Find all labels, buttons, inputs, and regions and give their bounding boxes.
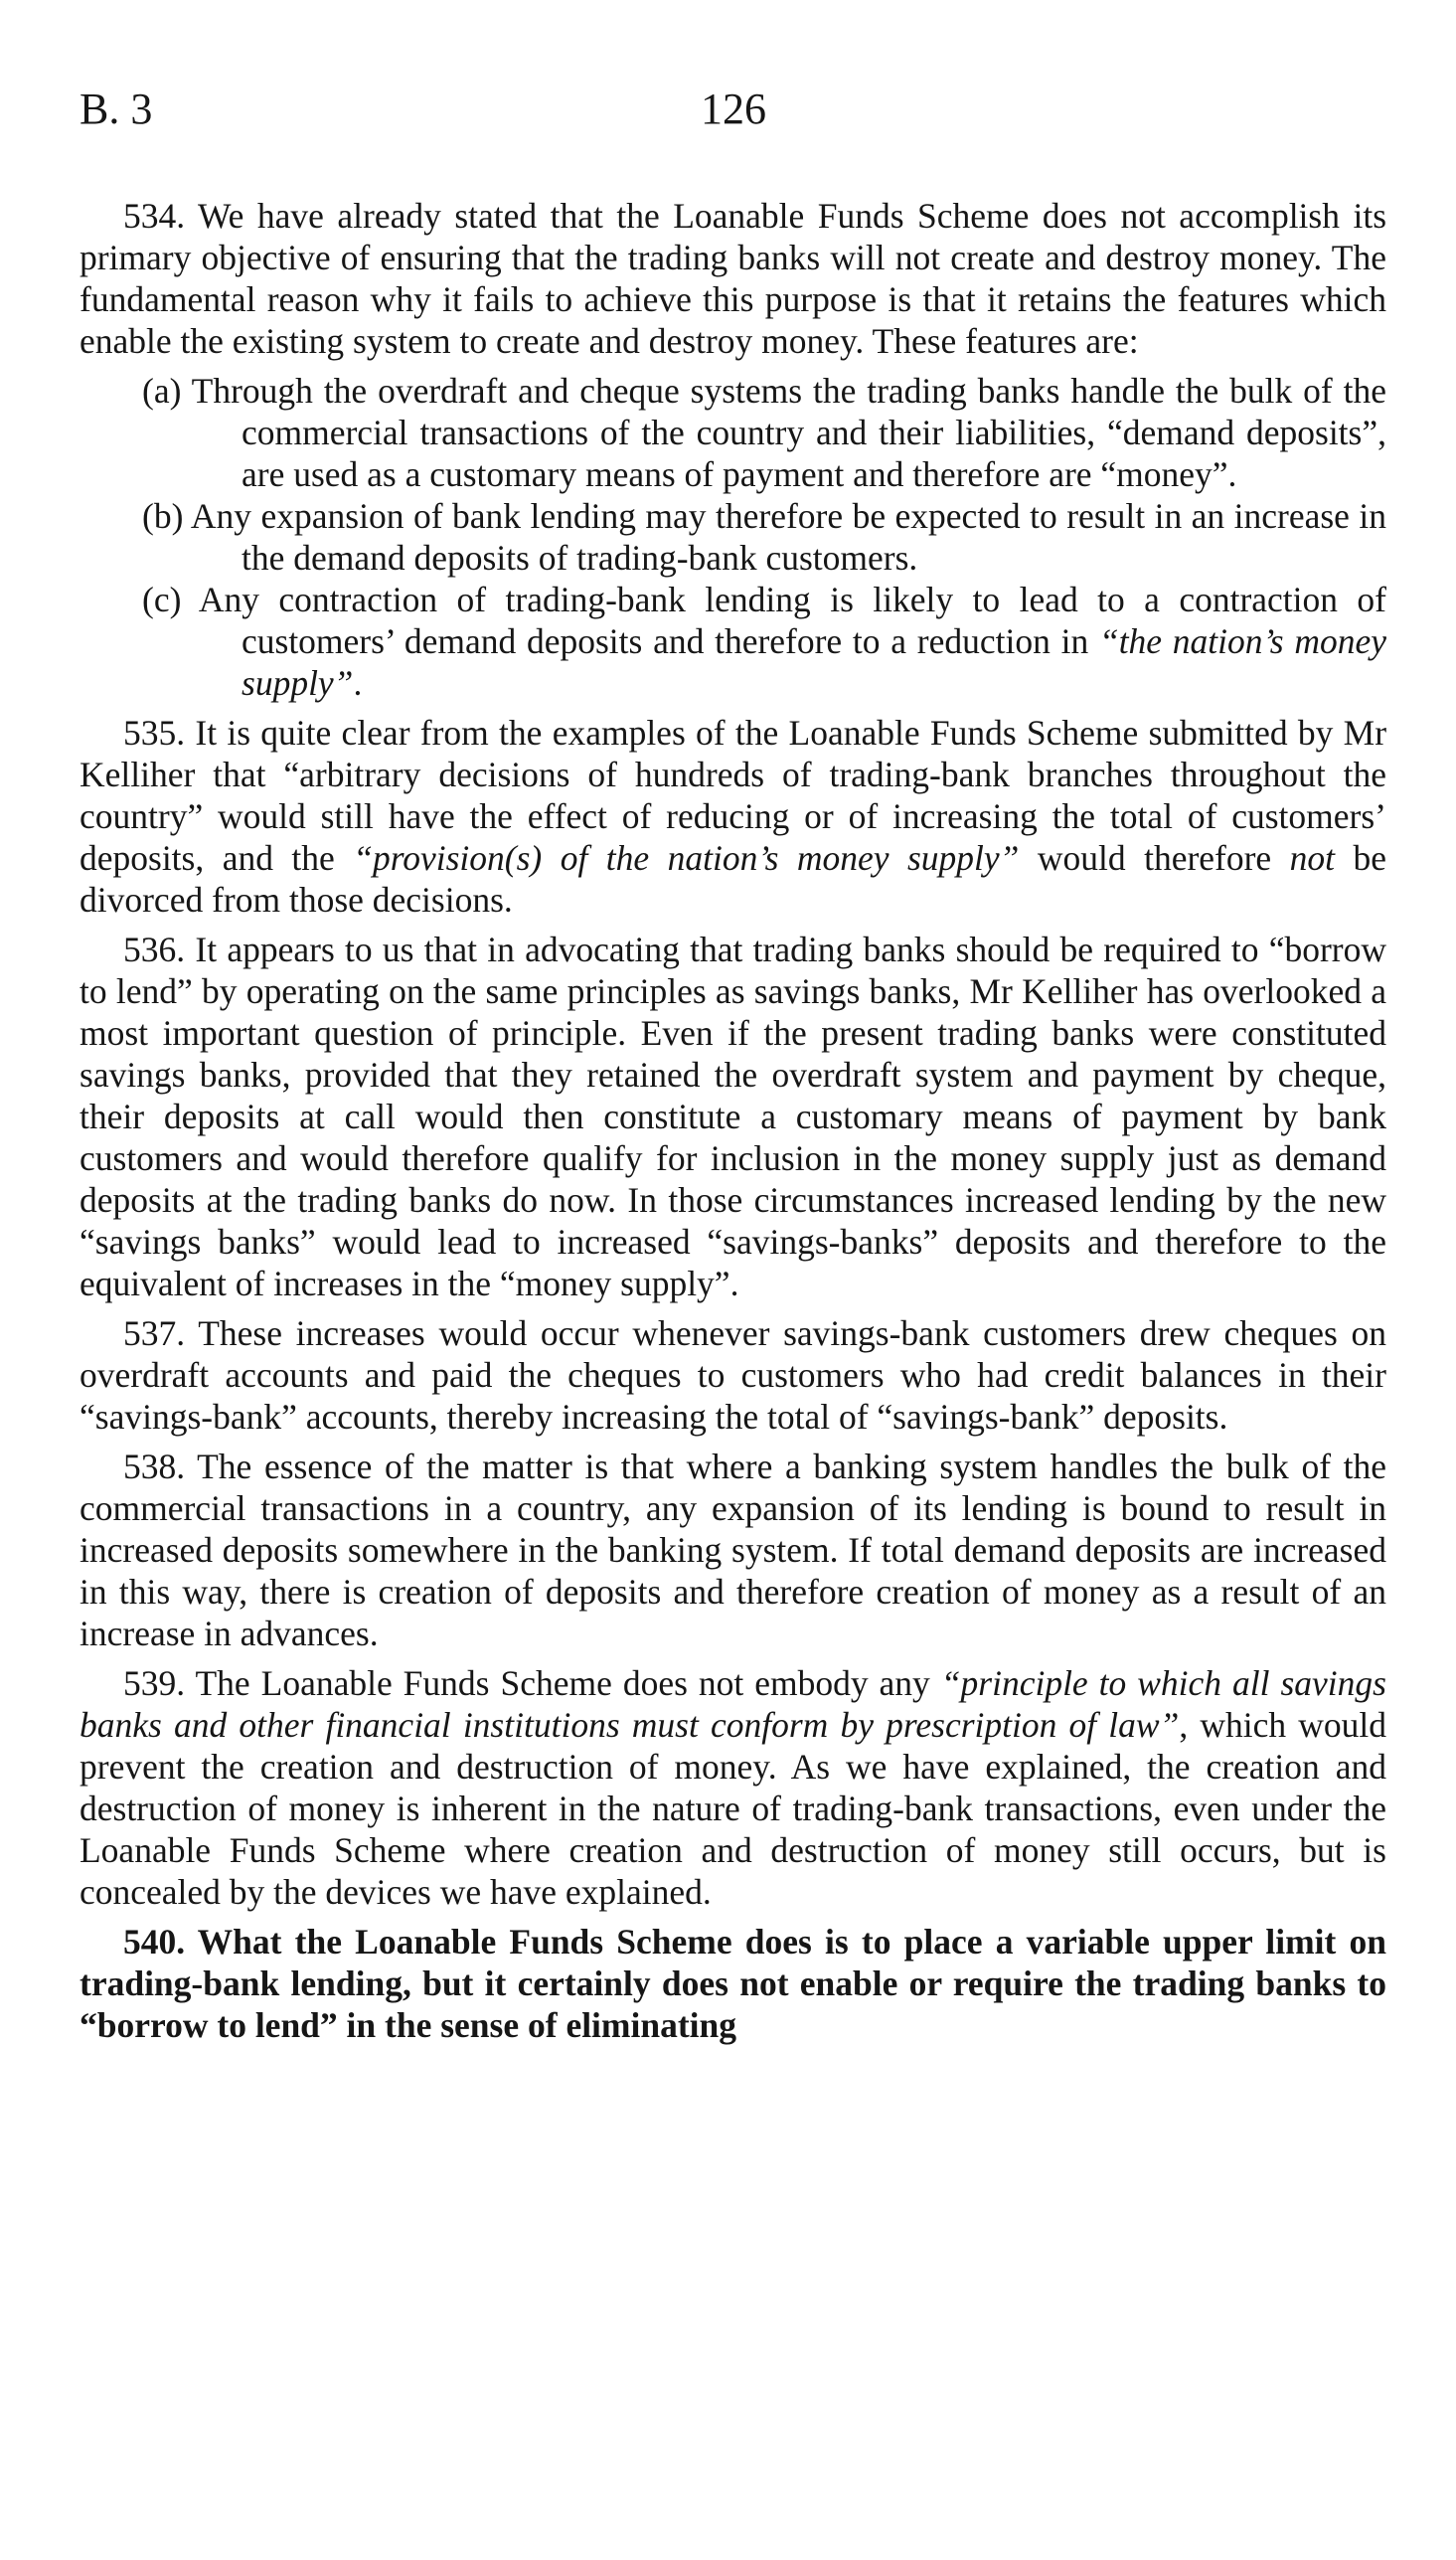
paragraph-number: 536. xyxy=(123,930,186,969)
page-number: 126 xyxy=(701,85,766,133)
list-item-label: (b) xyxy=(142,496,184,536)
list-item-label: (a) xyxy=(142,371,182,411)
paragraph-text: The essence of the matter is that where a banking system handles the bulk of the commercial transactions in a country, any expansion of its lending is bound to result in increased deposits somewhere in the banking system. If total demand deposits are increased in this way, there is creation of deposits and therefore creation of money as a result of an increase in advances. xyxy=(80,1447,1387,1653)
paragraph-number: 540. xyxy=(123,1922,186,1962)
paragraph-536 xyxy=(80,929,1386,1304)
italic-quote: “the nation’s money supply” xyxy=(242,621,1386,703)
paragraph-text: It appears to us that in advocating that trading banks should be required to “borrow to lend” by operating on the same principles as savings banks, Mr Kelliher has overlooked a most important question of principle. Even if the present trading banks were constituted savings banks, provided that they retained the overdraft system and payment by cheque, their deposits at call would then constitute a customary means of payment by bank customers and would therefore qualify for inclusion in the money supply just as demand deposits at the trading banks do now. In those circumstances increased lending by the new “savings banks” would lead to increased “savings-banks” deposits and therefore to the equivalent of increases in the “money supply”. xyxy=(80,930,1387,1303)
paragraph-number: 534. xyxy=(123,196,186,236)
paragraph-text: What the Loanable Funds Scheme does is to place a variable upper limit on trading-bank lending, but it certainly does not enable or require the trading banks to “borrow to lend” in the sense of eliminating xyxy=(80,1922,1386,2045)
paragraph-538 xyxy=(80,1446,1386,1654)
list-item-c xyxy=(80,579,1386,704)
list-item-label: (c) xyxy=(142,580,182,619)
page-header xyxy=(80,80,1386,139)
paragraph-number: 539. xyxy=(123,1663,186,1703)
paragraph-text: It is quite clear from the examples of the Loanable Funds Scheme submitted by Mr Kelliher that “arbitrary decisions of hundreds of trading-bank branches throughout the country” would still have the effect of reducing or of increasing the total of customers’ deposits, and the xyxy=(80,713,1387,878)
paragraph-text-end: , which would prevent the creation and destruction of money. As we have explained, the creation and destruction of money is inherent in the nature of trading-bank transactions, even under the Loanable Funds Scheme where creation and destruction of money still occurs, but is concealed by the devices we have explained. xyxy=(80,1705,1386,1912)
report-reference: B. 3 xyxy=(80,85,153,133)
list-item-text-end: . xyxy=(353,663,363,703)
italic-emphasis: not xyxy=(1289,838,1336,878)
list-item-a xyxy=(80,370,1386,495)
paragraph-539 xyxy=(80,1662,1386,1913)
list-item-text: Any expansion of bank lending may therefore be expected to result in an increase in the demand deposits of trading-bank customers. xyxy=(190,496,1386,578)
paragraph-text-end: be divorced from those decisions. xyxy=(80,838,1386,920)
paragraph-text: The Loanable Funds Scheme does not embody any xyxy=(195,1663,941,1703)
list-item-text: Through the overdraft and cheque systems the trading banks handle the bulk of the commercial transactions of the country and their liabilities, “demand deposits”, are used as a customary means of payment and therefore are “money”. xyxy=(191,371,1387,494)
italic-quote: “provision(s) of the nation’s money supply” xyxy=(353,838,1020,878)
paragraph-text: We have already stated that the Loanable Funds Scheme does not accomplish its primary objective of ensuring that the trading banks will not create and destroy money. The fundamental reason why it fails to achieve this purpose is that it retains the features which enable the existing system to create and destroy money. These features are: xyxy=(80,196,1387,361)
document-page xyxy=(80,80,1386,2054)
paragraph-text: These increases would occur whenever savings-bank customers drew cheques on overdraft accounts and paid the cheques to customers who had credit balances in their “savings-bank” accounts, thereby increasing the total of “savings-bank” deposits. xyxy=(80,1313,1386,1437)
list-item-b xyxy=(80,495,1386,579)
list-item-text: Any contraction of trading-bank lending is likely to lead to a contraction of customers’ demand deposits and therefore to a reduction in xyxy=(198,580,1387,661)
paragraph-number: 537. xyxy=(123,1313,186,1353)
paragraph-text-middle: would therefore xyxy=(1019,838,1290,878)
paragraph-537 xyxy=(80,1312,1386,1438)
page-body xyxy=(80,195,1386,2046)
paragraph-number: 538. xyxy=(123,1447,186,1486)
paragraph-535 xyxy=(80,712,1386,921)
paragraph-540 xyxy=(80,1921,1386,2046)
paragraph-number: 535. xyxy=(123,713,186,753)
italic-quote: “principle to which all savings banks and other financial institutions must conform by prescription of law” xyxy=(80,1663,1386,1745)
paragraph-534 xyxy=(80,195,1386,362)
